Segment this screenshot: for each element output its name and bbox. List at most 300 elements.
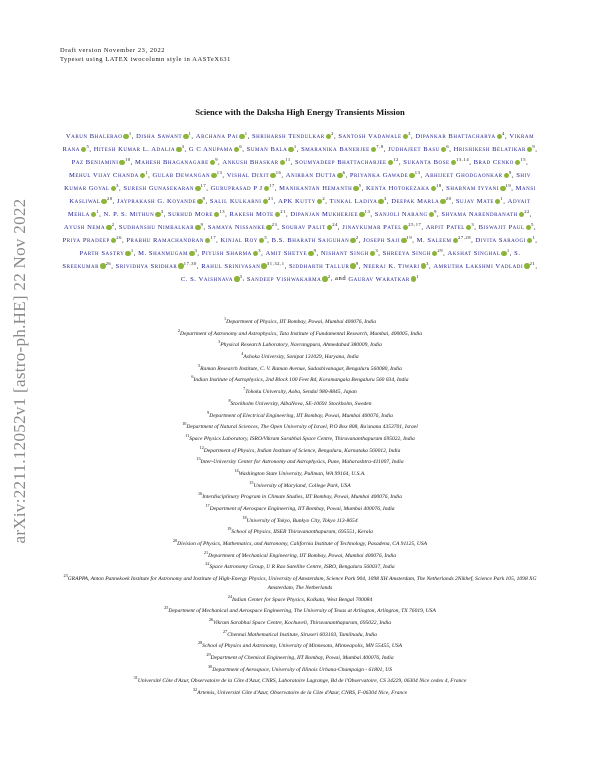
affiliation-text: Indian Institute of Astrophysics, 2nd Block 100 Feet Rd, Koramangala Bengaluru 560 034, India [193,377,409,384]
affiliation-number: 4 [241,351,244,357]
typeset-line: Typeset using LATEX twocolumn style in AASTeX631 [60,55,231,63]
author-affiliation-number: 17 [269,182,275,188]
author-name: Tinkal Ladiya [329,197,378,205]
author-name: Sujay Mate [455,197,494,205]
author-affiliation-number: 9 [215,156,219,162]
author-affiliation-number: 20 [106,195,113,201]
author-name: Paz Beniamini [71,159,119,167]
author-name: Arpit Patel [425,223,465,231]
affiliation-number: 32 [192,687,198,693]
author-name: Varun Bhalerao [65,133,123,141]
author[interactable] [363,260,429,270]
author-affiliation-number: 1 [293,143,297,149]
author[interactable] [222,156,291,167]
author-affiliation-number: 5 [358,182,362,188]
author[interactable] [226,169,282,180]
affiliation-number: 13 [196,456,201,462]
author[interactable] [382,247,444,257]
author-affiliation-number: 9 [434,208,438,214]
author-affiliation-number: 16 [275,169,282,175]
affiliation-text: Artemis, Université Côte d'Azur, Observatoire de la Côte d'Azur, CNRS, F-06304 Nice, France [197,690,408,696]
affiliation-text: Department of Astronomy and Astrophysics, Tata Institute of Fundamental Research, Mumbai, 400005, India [179,330,423,337]
author[interactable] [201,260,285,270]
affiliation [62,537,538,549]
affiliation-text: Inter-University Center for Astronomy and Astrophysics, Pune, Maharashtra-411007, India [200,459,404,466]
affiliation [62,432,538,444]
author-affiliation-number: 3 [383,195,387,201]
author-affiliation-number: 5 [86,143,90,149]
affiliation-number: 21 [203,549,209,555]
author-affiliation-number: 19 [406,234,413,240]
affiliation [62,572,538,593]
affiliation-number: 24 [227,593,232,599]
author[interactable] [69,169,149,180]
author[interactable] [138,247,198,257]
author[interactable] [79,247,134,257]
affiliation-number: 30 [208,663,213,669]
author[interactable] [388,143,450,154]
author[interactable] [403,156,470,167]
affiliation-text: Department of Natural Sciences, The Open University of Israel, P.O Box 808, Ra'anana 4353701, Israel [186,424,418,431]
author-name: M. Saleem [416,236,452,244]
author-name: Joseph Saji [363,236,401,244]
author-name: Mahesh Bhaganagare [135,159,209,167]
author[interactable] [349,169,421,180]
author-list: Varun Bhalerao $^1$, Disha Sawant $^1$, Archana Pai $^1$, Shriharsh Tendulkar $^2$, Santosh Vadawale $^3$, Dipankar Bhattacharya $^4$, Vikram Rana $^5$, Hitesh Kumar L. Adalja $^3$, G C Anupama $^6$, Suman Bala $^1$, Smaranika Banerjee $^{7,8}$, Judhajeet Basu $^6$, Hrishikesh Belatikar $^9$, Paz Beniamini $^{10}$, Mahesh Bhaganagare $^9$, Ankush Bhaskar $^{11}$, Soumyadeep Bhattacharjee $^{12}$, Sukanta Bose $^{13,14}$, Brad Cenko $^{15}$, Mehul Vijay Chanda $^1$, Gulab Dewangan $^{13}$, Vishal Dixit $^{16}$, Anirban Dutta $^6$, Priyanka Gawade $^{13}$, Abhijeet Ghodgaonkar $^9$, Shiv Kumar Goyal $^3$, Suresh Gunasekaran $^{17}$, Guruprasad P J $^{17}$, Manikantan Hemanth $^5$, Kenta Hotokezaka $^{18}$, Shabnam Iyyani $^{19}$, Mansi Kasliwal $^{20}$, Jayprakash G. Koyande $^9$, Salil Kulkarni $^{21}$, APK Kutty $^2$, Tinkal Ladiya $^3$, Deepak Marla $^{20}$, Sujay Mate $^1$, Advait Mehla $^1$, N. P. S. Mithun $^3$, Surhud More $^{13}$, Rakesh Mote $^{21}$, Dipanjan Mukherjee $^{13}$, Sanjoli Narang $^9$, Shyama Narendranath $^{22}$, Ayush Nema $^2$, Sudhanshu Nimbalkar $^9$, Samaya Nissanke $^{23}$, Sourav Palit $^{24}$, Jinaykumar Patel $^{25,17}$, Arpit Patel $^3$, Biswajit Paul $^5$, Priya Pradeep $^{26}$, Prabhu Ramachandran $^{17}$, Kinjal Roy $^5$, B.S. Bharath Saiguhan $^2$, Joseph Saji $^{19}$, M. Saleem $^{27,28}$, Divita Saraogi $^1$, Parth Sastry $^1$, M. Shanmugam $^3$, Piyush Sharma $^3$, Amit Shetye $^9$, Nishant Singh $^3$, Shreeya Singh $^{29}$, Akshat Singhal $^1$, S. Sreekumar $^{26}$, Srividhya Sridhar $^{17,30}$, Rahul Srinivasan $^{31,32,1}$, Siddharth Tallur $^9$, Neeraj K. Tiwari $^3$, Amrutha Lakshmi Vadladi $^{21}$, C. S. Vaishnava $^3$, Sandeep Vishwakarma $^2$, and Gaurav Waratkar $^1$ [62,131,538,283]
affiliation-text: Space Physics Laboratory, ISRO/Vikram Sarabhai Space Centre, Thiruvananthapuram 695022, India [189,435,415,442]
author-affiliation-number: 5 [264,234,268,240]
author[interactable] [281,221,338,231]
affiliation-number: 14 [234,467,239,473]
author-name: Jinaykumar Patel [342,223,402,231]
author-name: Shyama Narendranath [441,210,518,218]
author-affiliation-number: 20 [445,195,452,201]
author[interactable] [71,156,131,167]
author-affiliation-number: 26 [116,234,122,240]
author[interactable] [246,273,331,283]
affiliation-text: Department of Chemical Engineering, IIT Bombay, Powai, Mumbai 400076, India [210,654,394,661]
affiliation-text: Physical Research Laboratory, Navrangpura, Ahmedabad 380009, India [220,342,382,349]
author-affiliation-number: 31,32,1 [266,260,285,266]
author-name: Brad Cenko [473,159,514,167]
author-affiliation-number: 13 [364,208,371,214]
author-name: Ayush Nema [63,223,106,231]
author-affiliation-number: 3 [471,221,475,227]
author-name: Hitesh Kumar L. Adalja [93,146,176,154]
affiliation [62,674,538,686]
author-name: Gulab Dewangan [152,172,211,180]
author[interactable] [374,208,438,218]
affiliation-text: Interdisciplinary Program in Climate Studies, IIT Bombay, Powai, Mumbai 400076, India [202,494,402,501]
affiliation-text: Department of Physics, IIT Bombay, Powai, Mumbai 400076, India [226,318,377,325]
author-name: Hrishikesh Belatikar [453,146,526,154]
author-name: Anirban Dutta [285,172,337,180]
affiliation [62,350,538,362]
paper-title: Science with the Daksha High Energy Transients Mission [195,107,405,117]
author-name: Shreeya Singh [382,249,431,257]
author-affiliation-number: 22 [524,208,530,214]
author-name: Ankush Bhaskar [222,159,279,167]
affiliation-number: 6 [191,374,194,380]
author[interactable] [295,156,399,167]
author[interactable] [180,273,243,283]
author-name: Siddharth Tallur [288,262,350,270]
author-affiliation-number: 4 [502,131,506,136]
affiliation-text: Department of Aerospace Engineering, IIT Bombay, Powai, Mumbai 400076, India [209,505,395,512]
author-affiliation-number: 6 [342,169,346,175]
author-affiliation-number: 25,17 [408,221,422,227]
author[interactable] [433,260,536,270]
affiliation-number: 23 [63,573,68,579]
author-name: Judhajeet Basu [388,146,440,154]
author-name: Sukanta Bose [403,159,450,167]
author[interactable] [220,234,268,244]
author[interactable] [210,182,275,192]
author-affiliation-number: 2 [355,234,359,240]
affiliation-text: Indian Center for Space Physics, Kolkata, West Bengal 700084 [231,596,373,603]
affiliation-number: 2 [177,327,180,333]
author-affiliation-number: 3 [116,182,119,188]
affiliation-text: Department of Electrical Engineering, IIT Bombay, Powai, Mumbai 400076, India [209,412,393,419]
author[interactable] [455,195,504,205]
affiliation [62,525,538,537]
affiliation [62,686,538,698]
author-affiliation-number: 1 [532,234,536,240]
author-name: Nishant Singh [320,249,369,257]
author[interactable] [117,195,206,205]
author-name: Archana Pai [195,133,239,141]
author-name: C. S. Vaishnava [180,275,234,283]
author[interactable] [66,133,132,140]
header [60,47,231,64]
author[interactable] [152,169,223,180]
author[interactable] [391,195,452,205]
author[interactable] [365,182,442,192]
affiliation-text: School of Physics, IISER Thiruvananthapuram, 695551, Kerala [231,529,373,536]
author-name: Suman Bala [246,146,288,154]
author[interactable] [415,133,505,140]
affiliation [62,560,538,572]
author[interactable] [478,221,534,231]
author[interactable] [63,221,115,231]
author[interactable] [207,221,278,231]
author[interactable] [135,156,219,167]
author-name: Amit Shetye [265,249,308,257]
author-name: Dipanjan Mukherjee [290,210,359,218]
author-name: Akshat Singhal [447,249,501,257]
affiliation [62,628,538,640]
affiliation [62,420,538,432]
affiliation-number: 20 [172,538,178,544]
author-affiliation-number: 9 [509,169,512,175]
affiliation-number: 9 [207,409,210,415]
author[interactable] [338,133,411,140]
author-affiliation-number: 1 [244,131,248,136]
author-affiliation-number: 17,30 [183,260,197,266]
author[interactable] [446,182,512,192]
affiliation-number: 25 [164,605,169,611]
affiliation-number: 31 [133,675,138,681]
author-name: Soumyadeep Bhattacharjee [295,159,387,167]
author-affiliation-number: 1 [145,169,149,175]
affiliation-number: 18 [242,514,247,520]
affiliation-number: 10 [182,421,187,427]
affiliation-text: Division of Physics, Mathematics, and Astronomy, California Institute of Technology, Pasadena, CA 91125, USA [177,540,428,547]
author-affiliation-number: 21 [268,195,274,201]
author[interactable] [265,247,317,257]
author-name: Vishal Dixit [226,172,270,180]
affiliation [62,616,538,628]
author[interactable] [288,260,359,270]
affiliation [62,373,538,385]
author-affiliation-number: 24 [332,221,338,227]
affiliation-text: University of Tokyo, Bunkyo City, Tokyo 113-8654 [246,517,358,524]
author[interactable] [447,247,510,257]
affiliation-text: Department of Physics, Indian Institute of Science, Bengaluru, Karnataka 560012, India [203,447,401,454]
affiliation-number: 19 [227,526,232,532]
author-name: Abhijeet Ghodgaonkar [424,172,503,180]
author-affiliation-number: 2 [327,273,331,279]
author-affiliation-number: 3 [258,247,262,253]
affiliation [62,444,538,456]
author-affiliation-number: 3 [160,208,164,214]
author-affiliation-number: 9 [532,143,536,149]
author-name: Dipankar Bhattacharya [415,133,496,141]
author-name: Neeraj K. Tiwari [363,262,420,270]
author[interactable] [285,169,346,180]
author[interactable] [453,143,536,154]
author[interactable] [290,208,371,218]
author-name: Prabhu Ramachandran [126,236,204,244]
author[interactable] [416,234,472,244]
affiliation [62,604,538,616]
author[interactable] [115,260,197,270]
author[interactable] [441,208,530,218]
author-affiliation-number: 11 [285,156,291,162]
author[interactable] [424,169,512,180]
affiliation [62,385,538,397]
author-name: Parth Sastry [79,249,125,257]
author[interactable] [123,182,207,192]
affiliation [62,409,538,421]
affiliation-number: 15 [249,479,254,485]
affiliation-text: University of Maryland, College Park, USA [253,482,351,489]
author-name: Divita Saraogi [475,236,526,244]
author[interactable] [279,182,362,192]
affiliation [62,479,538,491]
author-name: Smaranika Banerjee [301,146,370,154]
affiliation-number: 22 [205,561,210,567]
author[interactable] [103,208,164,218]
author-name: Piyush Sharma [201,249,252,257]
author-name: Kenta Hotokezaka [365,184,430,192]
author-affiliation-number: 7,8 [376,143,384,149]
author-name: Mehul Vijay Chanda [69,172,139,180]
author-affiliation-number: 18 [436,182,442,188]
affiliation-number: 17 [205,503,210,508]
author-name: Biswajit Paul [478,223,525,231]
author-affiliation-number: 17 [210,234,217,240]
author-affiliation-number: 19 [505,182,512,188]
author-name: Sudhanshu Nimbalkar [118,223,195,231]
author-name: Shiv Kumar Goyal [64,172,531,192]
author-affiliation-number: 3 [375,247,379,253]
author[interactable] [126,234,217,244]
author[interactable] [229,208,286,218]
author-name: Shriharsh Tendulkar [251,133,325,141]
author-name: Guruprasad P J [210,184,263,192]
affiliation-text: Raman Research Institute, C. V. Raman Avenue, Sadashivanagar, Bengaluru 560080, India [200,365,402,372]
author-affiliation-number: 23 [271,221,278,227]
affiliation-text: Université Côte d'Azur, Observatoire de la Côte d'Azur, CNRS, Laboratoire Lagrange, Bd de l'Observatoire, CS 34229, 06304 Nice cedex 4, France [137,678,467,685]
affiliation-number: 5 [198,362,201,368]
author[interactable] [271,234,359,244]
affiliation [62,397,538,409]
author-affiliation-number: 13 [216,169,223,175]
author-name: Deepak Marla [391,197,440,205]
author[interactable] [473,156,527,167]
author[interactable] [196,133,248,140]
author-affiliation-number: 1 [506,247,510,253]
affiliation [62,338,538,350]
affiliation [62,639,538,651]
author-affiliation-number: 13 [219,208,226,214]
author-affiliation-number: 1 [500,195,504,201]
author-name: Srividhya Sridhar [115,262,178,270]
author-affiliation-number: 1 [130,247,134,253]
author-affiliation-number: 10 [124,156,131,162]
author[interactable] [188,143,243,154]
author[interactable] [168,208,226,218]
author-name: Sanjoli Narang [374,210,428,218]
affiliation [62,593,538,605]
author-name: Jayprakash G. Koyande [117,197,197,205]
author-affiliation-number: 13,14 [456,156,470,162]
affiliation-number: 3 [218,339,221,345]
author-name: Manikantan Hemanth [279,184,353,192]
author-affiliation-number: 1 [416,273,420,279]
author-affiliation-number: 9 [313,247,317,253]
affiliation [62,490,538,502]
affiliation-text: Ashoka University, Sonipat 131029, Haryana, India [243,353,359,360]
author-name: Kinjal Roy [220,236,258,244]
author-affiliation-number: 1 [96,208,100,214]
affiliation [62,467,538,479]
author[interactable] [62,234,122,244]
affiliation-number: 12 [199,444,204,450]
affiliation-number: 8 [228,397,231,403]
author[interactable] [201,247,262,257]
author[interactable] [252,133,334,140]
author[interactable] [475,234,536,244]
author-affiliation-number: 3 [239,273,243,279]
author-name: Mansi Kasliwal [69,184,536,205]
affiliation [62,663,538,675]
affiliation-text: Vikram Sarabhai Space Centre, Kochuveli, Thiruvananthapuram, 695022, India [213,619,392,626]
author-affiliation-number: 15 [520,156,527,162]
author-name: N. P. S. Mithun [103,210,155,218]
author-name: Salil Kulkarni [209,197,262,205]
author-name: S. Sreekumar [62,249,521,270]
author-affiliation-number: 3 [426,260,429,266]
draft-line: Draft version November 23, 2022 [60,47,166,54]
author[interactable] [93,143,185,154]
author-affiliation-number: 9 [355,260,359,266]
affiliation-number: 7 [243,386,246,392]
author-name: Santosh Vadawale [338,133,402,141]
author[interactable] [301,143,384,154]
affiliation-number: 27 [223,628,228,634]
author-affiliation-number: 9 [200,221,204,227]
author-name: Vikram Rana [62,133,535,154]
affiliation [62,514,538,526]
author-name: B.S. Bharath Saiguhan [271,236,350,244]
author-name: G C Anupama [188,146,233,154]
author-affiliation-number: 2 [322,195,326,201]
author-name: APK Kutty [278,197,316,205]
affiliation-list [62,315,538,698]
author[interactable] [329,195,387,205]
author[interactable] [278,195,326,205]
author[interactable] [136,133,191,140]
affiliation-text: Chennai Mathematical Institute, Siruseri 603103, Tamilnadu, India [227,631,377,638]
author[interactable] [209,195,274,205]
author-affiliation-number: 17 [200,182,207,188]
affiliation-text: Department of Mechanical Engineering, IIT Bombay, Powai, Mumbai 400076, India [208,552,397,559]
author[interactable] [320,247,379,257]
affiliation-number: 11 [185,432,190,438]
author-affiliation-number: 26 [105,260,112,266]
author-name: Advait Mehla [67,197,531,218]
affiliation [62,362,538,374]
affiliation [62,549,538,561]
author-name: Sourav Palit [281,223,326,231]
affiliation-text: Washington State University, Pullman, WA 99164, U.S.A. [238,470,366,477]
author[interactable] [348,273,420,283]
affiliation-number: 1 [223,316,227,321]
author-affiliation-number: 3 [408,131,411,136]
author-affiliation-number: 2 [111,221,115,227]
author-affiliation-number: 9 [202,195,206,201]
author-name: Disha Sawant [136,133,183,141]
affiliation-number: 26 [208,617,214,623]
author[interactable] [363,234,413,244]
author-affiliation-number: 1 [188,131,192,136]
author[interactable] [425,221,475,231]
author-affiliation-number: 6 [446,143,450,149]
affiliation-number: 29 [206,652,211,658]
affiliation-text: School of Physics and Astronomy, University of Minnesota, Minneapolis, MN 55455, USA [202,643,402,650]
affiliation-text: Department of Mechanical and Aerospace Engineering, The University of Texas at Arlington, Arlington, TX 76019, USA [168,608,436,615]
author[interactable] [342,221,422,231]
affiliation [62,502,538,514]
affiliation-text: Space Astronomy Group, U R Rao Satellite Centre, ISRO, Bengaluru 560037, India [209,564,395,571]
author-name: Gaurav Waratkar [348,275,410,283]
author-name: Rakesh Mote [229,210,274,218]
author-name: Priya Pradeep [62,236,110,244]
author-affiliation-number: 27,28 [458,234,472,240]
arxiv-stamp: arXiv:2211.12052v1 [astro-ph.HE] 22 Nov 2022 [10,198,29,544]
affiliation [62,327,538,339]
author-name: Sandeep Vishwakarma [246,275,322,283]
author-affiliation-number: 6 [239,143,243,149]
author-affiliation-number: 3 [181,143,185,149]
affiliation-text: Department of Aerospace, University of Illinois Urbana-Champaign - 61801, US [212,666,392,673]
author[interactable] [118,221,204,231]
author-affiliation-number: 29 [437,247,444,253]
author[interactable] [246,143,297,154]
affiliation-text: Stockholm University, AlbaNova, SE-10691 Stockholm, Sweden [230,400,372,407]
